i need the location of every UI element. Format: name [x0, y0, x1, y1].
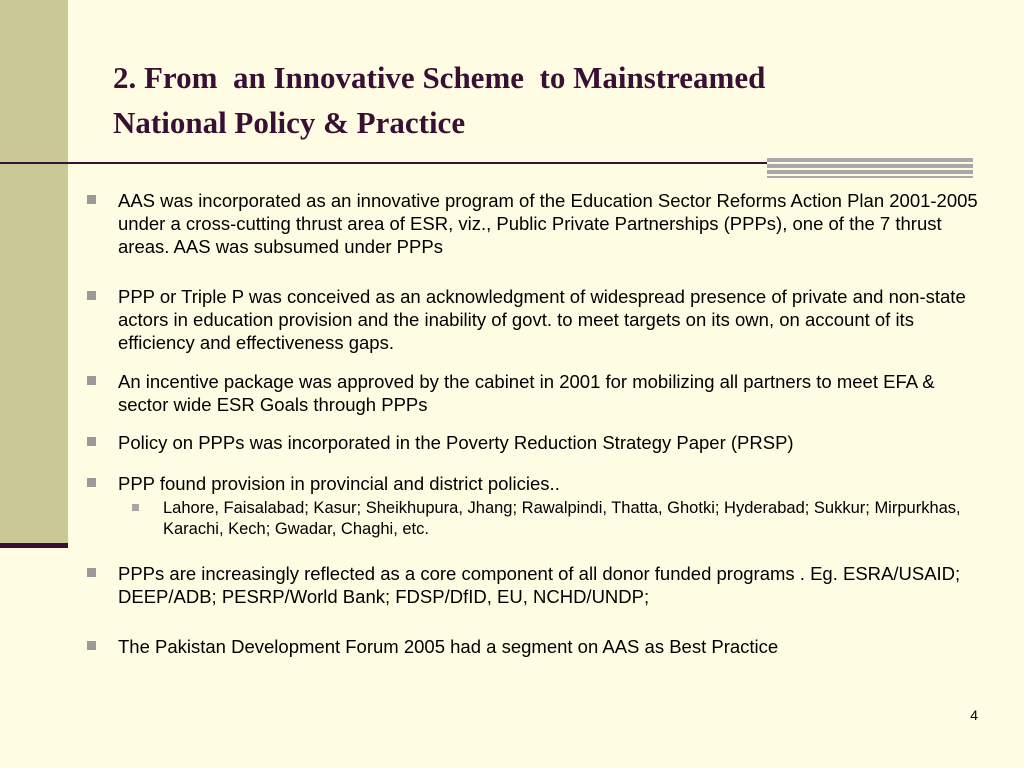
square-bullet-icon — [87, 195, 96, 204]
square-bullet-icon — [87, 568, 96, 577]
bullet-text: PPPs are increasingly reflected as a core component of all donor funded programs . Eg. ESRA/USAID; DEEP/ADB; PESRP/World Bank; FDSP/DfID, EU, NCHD/UNDP; — [118, 563, 961, 607]
square-bullet-icon — [87, 291, 96, 300]
slide-title — [113, 55, 973, 145]
bullet-item — [85, 370, 985, 416]
bullet-text: PPP found provision in provincial and district policies.. — [118, 473, 560, 494]
bullet-list — [85, 189, 985, 658]
sub-bullet-text: Lahore, Faisalabad; Kasur; Sheikhupura, Jhang; Rawalpindi, Thatta, Ghotki; Hyderabad; Sukkur; Mirpurkhas, Karachi, Kech; Gwadar, Chaghi, etc. — [163, 499, 961, 538]
sidebar-band — [0, 0, 68, 548]
bullet-text: PPP or Triple P was conceived as an acknowledgment of widespread presence of private and non-state actors in education provision and the inability of govt. to meet targets on its own, on account of its efficiency and effectiveness gaps. — [118, 286, 966, 353]
bullet-item — [85, 562, 985, 608]
bullet-item — [85, 285, 985, 354]
square-bullet-icon — [87, 641, 96, 650]
bullet-text: The Pakistan Development Forum 2005 had a segment on AAS as Best Practice — [118, 636, 779, 657]
bullet-text: AAS was incorporated as an innovative program of the Education Sector Reforms Action Plan 2001-2005 under a cross-cutting thrust area of ESR, viz., Public Private Partnerships (PPPs), one of the 7 thrust areas. AAS was subsumed under PPPs — [118, 190, 978, 257]
bullet-item — [85, 635, 985, 658]
accent-stripes — [767, 158, 973, 178]
sub-bullet-list — [118, 498, 985, 540]
square-bullet-icon — [87, 376, 96, 385]
sub-bullet-item — [118, 498, 985, 540]
bullet-text: An incentive package was approved by the cabinet in 2001 for mobilizing all partners to meet EFA & sector wide ESR Goals through PPPs — [118, 371, 935, 415]
square-bullet-icon — [87, 437, 96, 446]
slide-title-line-2: National Policy & Practice — [113, 105, 466, 140]
bullet-item — [85, 431, 985, 454]
bullet-item — [85, 189, 985, 258]
title-divider — [0, 162, 778, 164]
bullet-item — [85, 472, 985, 540]
page-number: 4 — [970, 707, 978, 723]
sidebar-rule — [0, 543, 68, 548]
slide-title-line-1: 2. From an Innovative Scheme to Mainstreamed — [113, 60, 766, 95]
square-bullet-icon — [87, 478, 96, 487]
square-sub-bullet-icon — [132, 504, 139, 511]
bullet-text: Policy on PPPs was incorporated in the Poverty Reduction Strategy Paper (PRSP) — [118, 432, 794, 453]
